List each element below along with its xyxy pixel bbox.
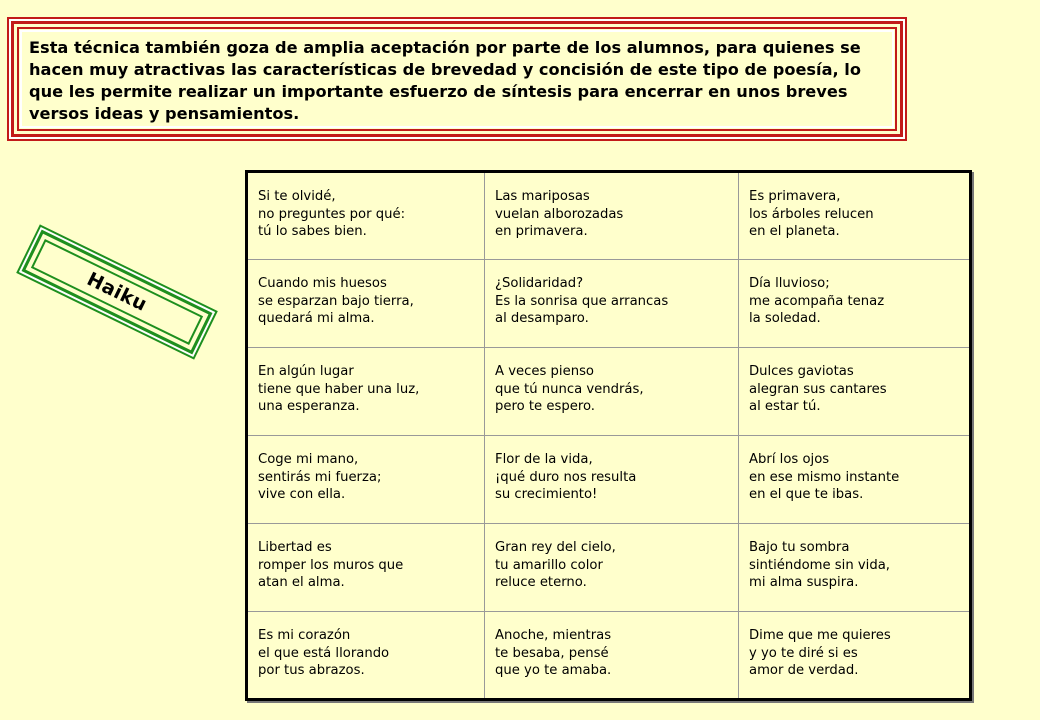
haiku-cell: Dime que me quieres y yo te diré si es amor de verdad. [739, 612, 971, 700]
haiku-cell: Anoche, mientras te besaba, pensé que yo te amaba. [485, 612, 739, 700]
haiku-cell: Es primavera, los árboles relucen en el planeta. [739, 172, 971, 260]
haiku-cell: Cuando mis huesos se esparzan bajo tierra, quedará mi alma. [247, 260, 485, 348]
haiku-cell: Si te olvidé, no preguntes por qué: tú lo sabes bien. [247, 172, 485, 260]
haiku-cell: A veces pienso que tú nunca vendrás, pero te espero. [485, 348, 739, 436]
haiku-cell: Flor de la vida, ¡qué duro nos resulta su crecimiento! [485, 436, 739, 524]
haiku-cell: Bajo tu sombra sintiéndome sin vida, mi alma suspira. [739, 524, 971, 612]
table-row [247, 612, 971, 700]
haiku-cell: Dulces gaviotas alegran sus cantares al estar tú. [739, 348, 971, 436]
intro-box-inner [17, 27, 897, 131]
table-row [247, 172, 971, 260]
haiku-cell: Abrí los ojos en ese mismo instante en el que te ibas. [739, 436, 971, 524]
haiku-cell: Es mi corazón el que está llorando por tus abrazos. [247, 612, 485, 700]
haiku-cell: Libertad es romper los muros que atan el alma. [247, 524, 485, 612]
haiku-table [245, 170, 972, 701]
intro-box [11, 21, 903, 137]
haiku-cell: Gran rey del cielo, tu amarillo color reluce eterno. [485, 524, 739, 612]
table-row [247, 348, 971, 436]
haiku-label-text: Haiku [83, 268, 151, 316]
haiku-label [22, 230, 213, 355]
table-row [247, 524, 971, 612]
haiku-cell: En algún lugar tiene que haber una luz, una esperanza. [247, 348, 485, 436]
table-row [247, 436, 971, 524]
table-row [247, 260, 971, 348]
haiku-cell: Coge mi mano, sentirás mi fuerza; vive con ella. [247, 436, 485, 524]
haiku-cell: Día lluvioso; me acompaña tenaz la soledad. [739, 260, 971, 348]
intro-text: Esta técnica también goza de amplia aceptación por parte de los alumnos, para quienes se hacen muy atractivas las características de brevedad y concisión de este tipo de poesía, lo que les permite realizar un importante esfuerzo de síntesis para encerrar en unos breves versos ideas y pensamientos. [29, 38, 861, 123]
haiku-cell: ¿Solidaridad? Es la sonrisa que arrancas al desamparo. [485, 260, 739, 348]
haiku-cell: Las mariposas vuelan alborozadas en primavera. [485, 172, 739, 260]
